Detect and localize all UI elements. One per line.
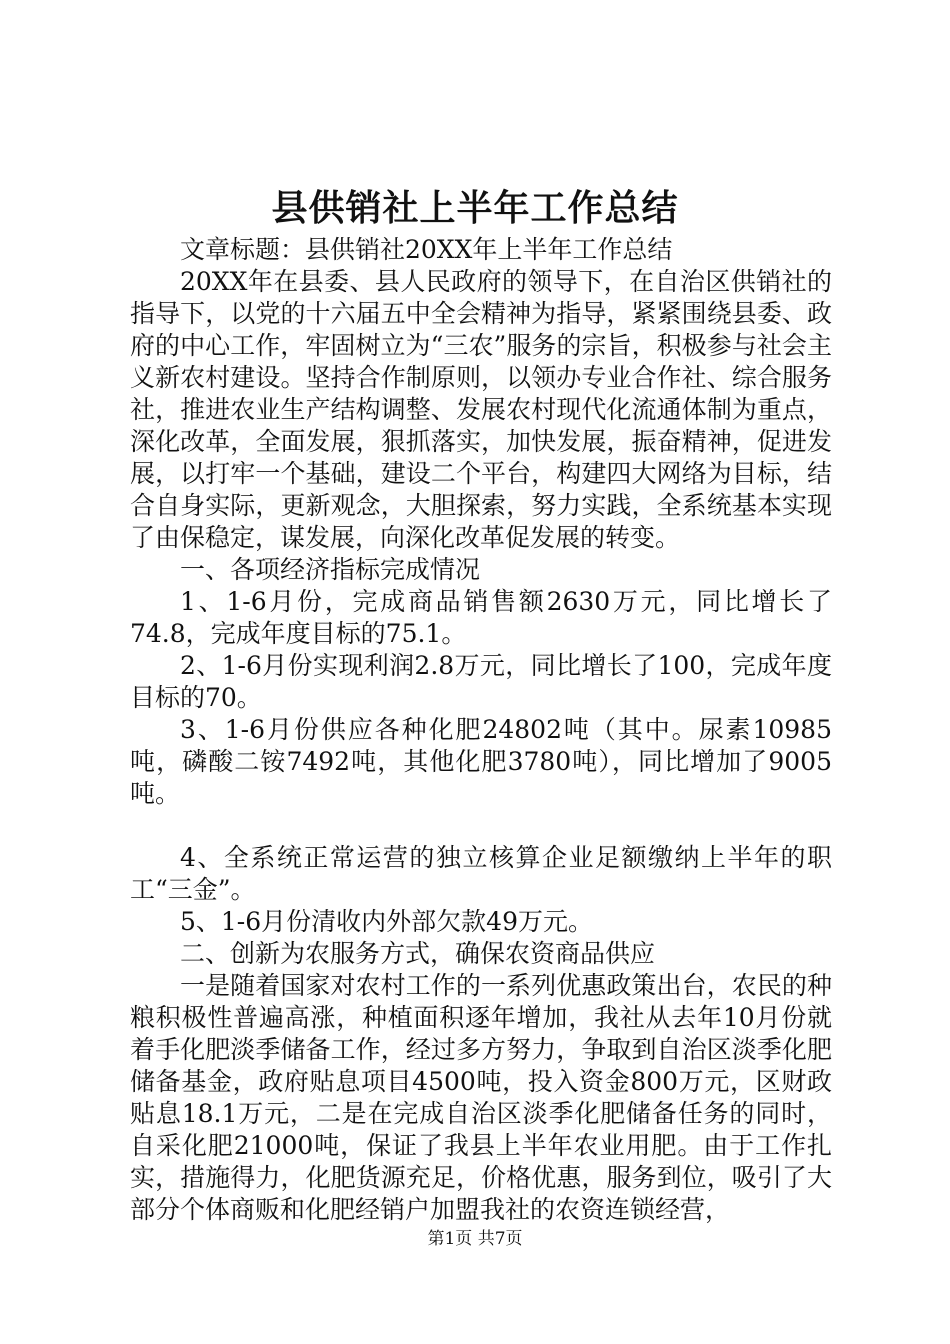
list-item-2: 2、1-6月份实现利润2.8万元，同比增长了100，完成年度目标的70。	[130, 651, 832, 712]
list-item-5: 5、1-6月份清收内外部欠款49万元。	[180, 907, 593, 936]
intro-paragraph: 20XX年在县委、县人民政府的领导下，在自治区供销社的指导下，以党的十六届五中全会精神为指导，紧紧围绕县委、政府的中心工作，牢固树立为“三农”服务的宗旨，积极参与社会主义新农村建设。坚持合作制原则，以领办专业合作社、综合服务社，推进农业生产结构调整、发展农村现代化流通体制为重点，深化改革，全面发展，狠抓落实，加快发展，振奋精神，促进发展，以打牢一个基础，建设二个平台，构建四大网络为目标，结合自身实际，更新观念，大胆探索，努力实践，全系统基本实现了由保稳定，谋发展，向深化改革促发展的转变。	[130, 267, 832, 552]
list-item-4: 4、全系统正常运营的独立核算企业足额缴纳上半年的职工“三金”。	[130, 843, 832, 904]
section-heading-1: 一、各项经济指标完成情况	[180, 555, 481, 584]
blank-line	[130, 810, 832, 842]
page-footer: 第1页 共7页	[427, 1229, 523, 1249]
section-2-paragraph: 一是随着国家对农村工作的一系列优惠政策出台，农民的种粮积极性普遍高涨，种植面积逐年增加，我社从去年10月份就着手化肥淡季储备工作，经过多方努力，争取到自治区淡季化肥储备基金，政府贴息项目4500吨，投入资金800万元，区财政贴息18.1万元，二是在完成自治区淡季化肥储备任务的同时，自采化肥21000吨，保证了我县上半年农业用肥。由于工作扎实，措施得力，化肥货源充足，价格优惠，服务到位，吸引了大部分个体商贩和化肥经销户加盟我社的农资连锁经营，	[130, 971, 832, 1224]
article-title-line: 文章标题：县供销社20XX年上半年工作总结	[180, 235, 673, 264]
document-title: 县供销社上半年工作总结	[271, 187, 679, 229]
list-item-1: 1、1-6月份，完成商品销售额2630万元，同比增长了74.8，完成年度目标的75.1。	[130, 587, 832, 648]
document-body	[130, 234, 832, 1226]
section-heading-2: 二、创新为农服务方式，确保农资商品供应	[180, 939, 656, 968]
list-item-3: 3、1-6月份供应各种化肥24802吨（其中。尿素10985吨，磷酸二铵7492吨，其他化肥3780吨），同比增加了9005吨。	[130, 715, 832, 808]
